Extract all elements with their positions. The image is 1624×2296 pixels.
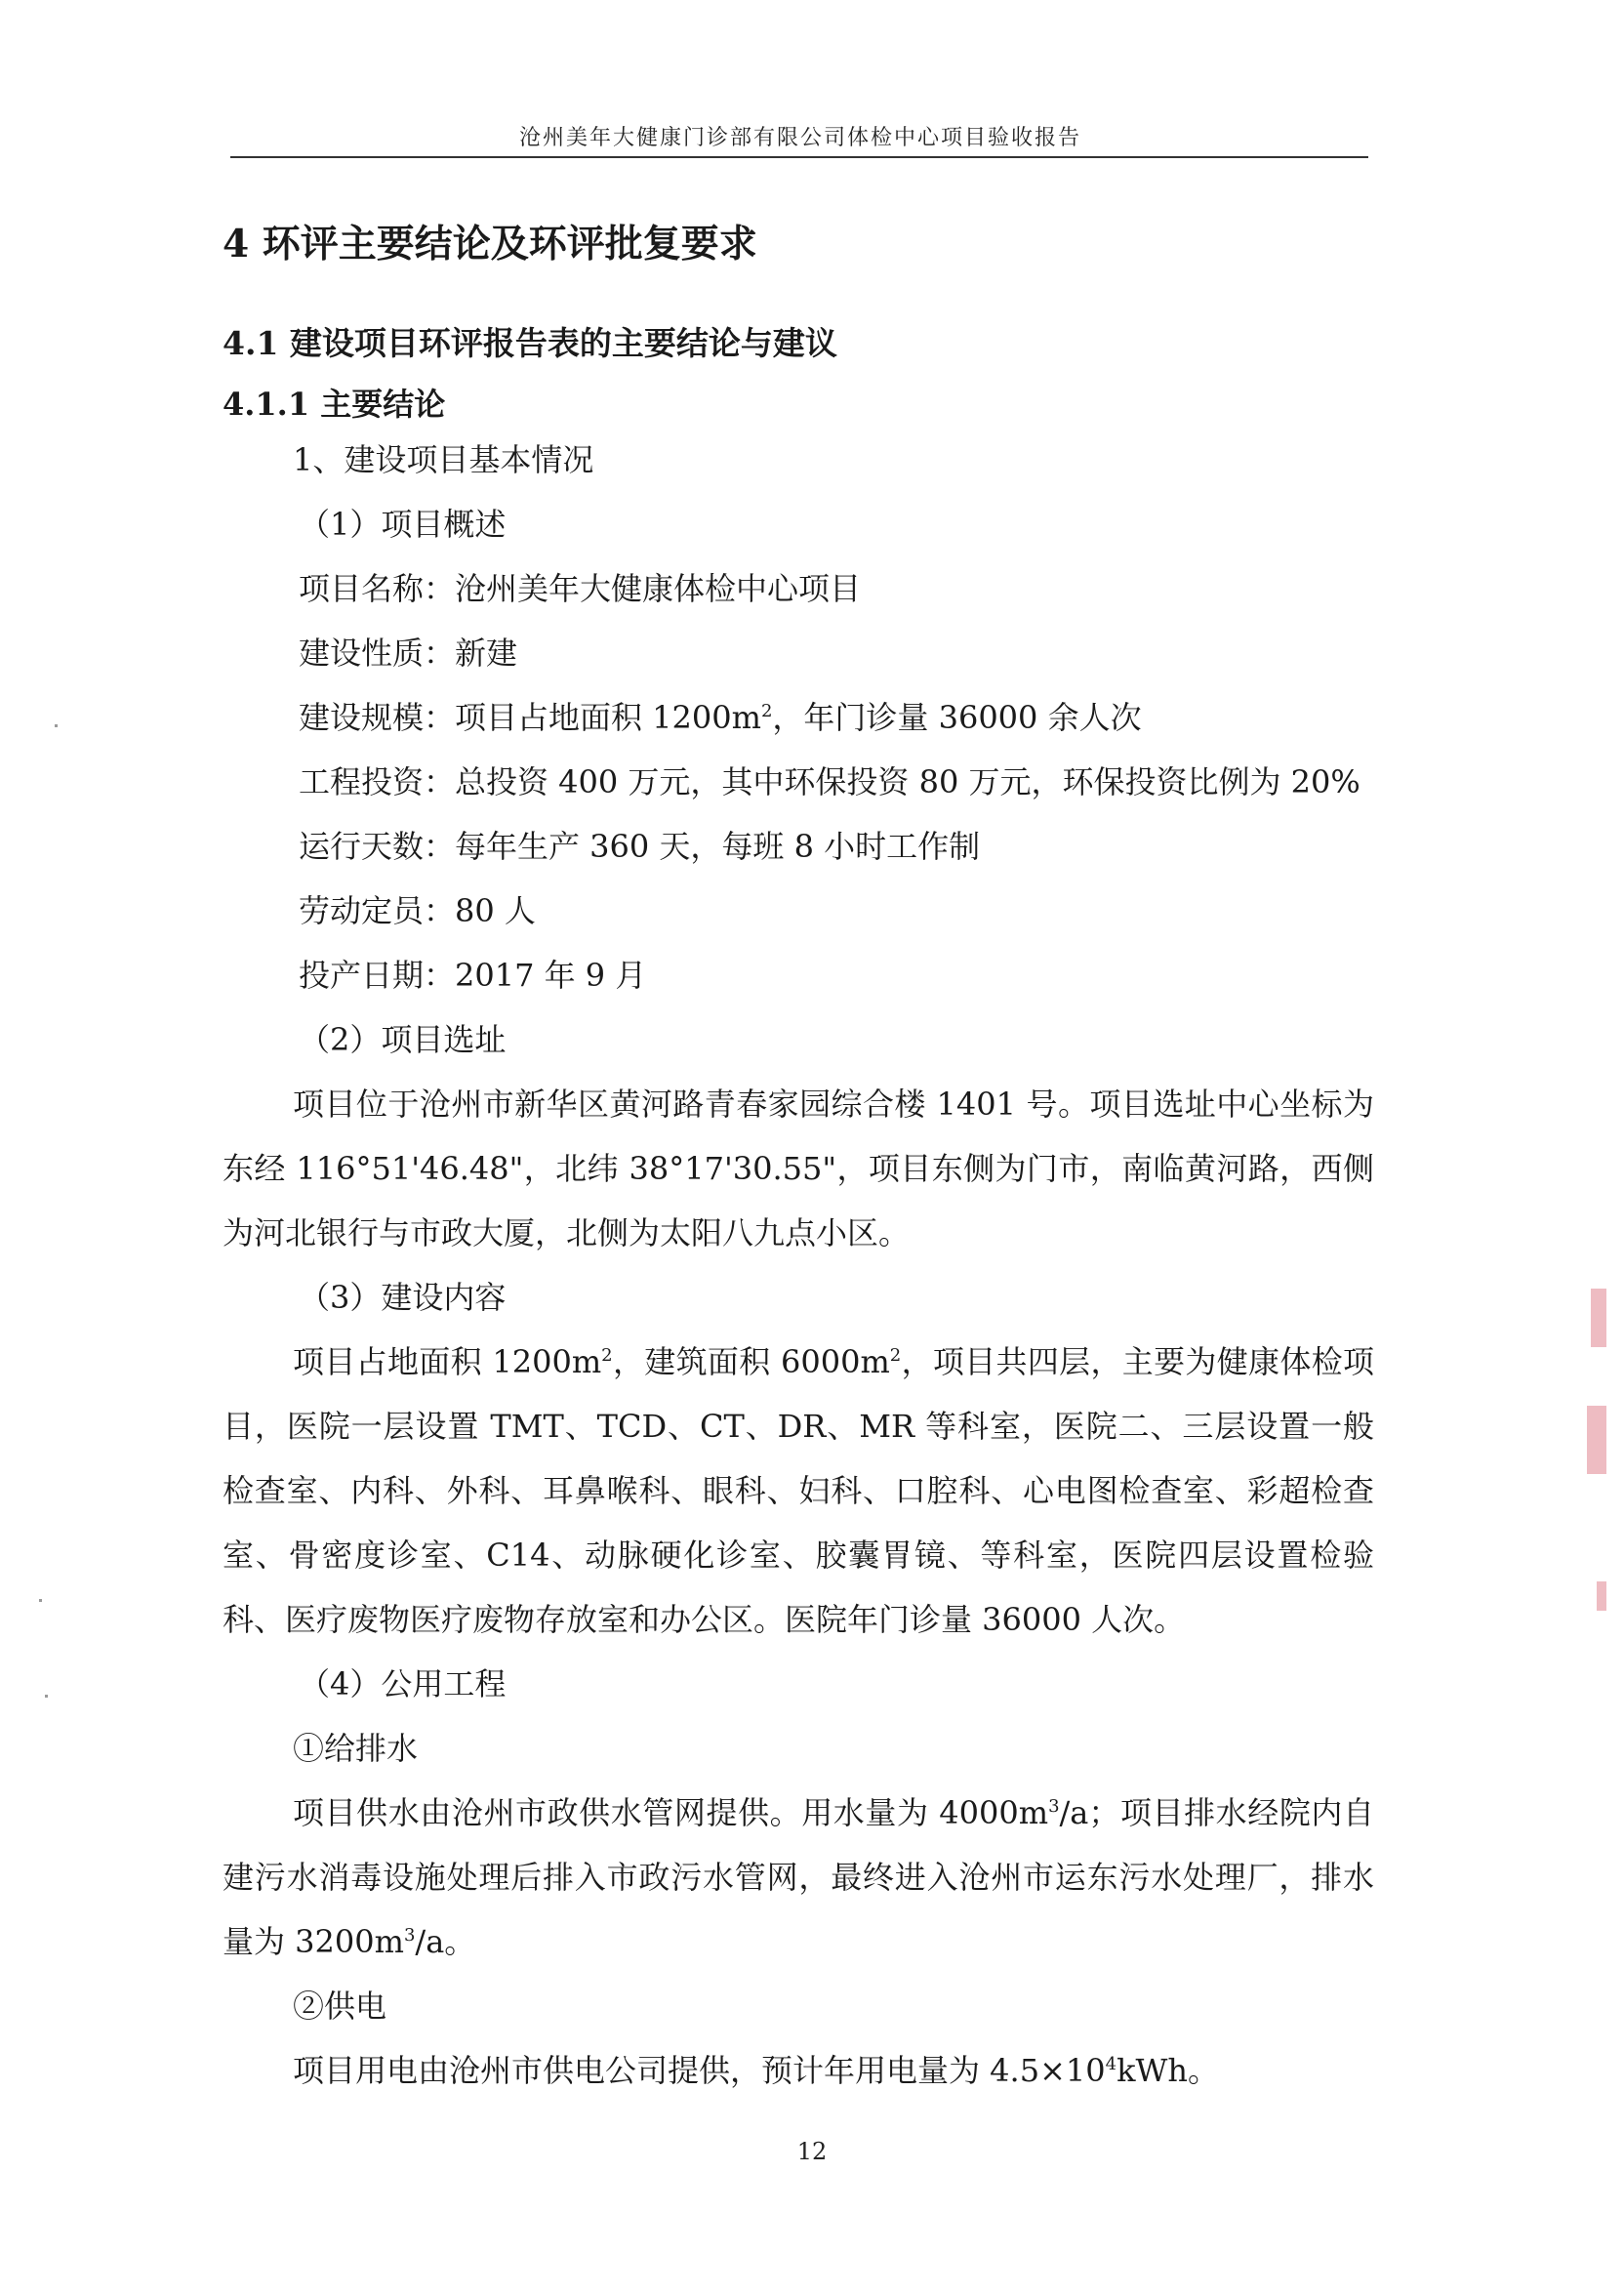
power-text-a: 项目用电由沧州市供电公司提供，预计年用电量为 4.5×10 xyxy=(293,2052,1106,2089)
operation-days-row: 运行天数：每年生产 360 天，每班 8 小时工作制 xyxy=(299,828,981,865)
utilities-heading: （4）公用工程 xyxy=(299,1665,507,1702)
content-heading: （3）建设内容 xyxy=(299,1279,507,1316)
staff-row: 劳动定员：80 人 xyxy=(299,892,536,929)
section-title: 4.1 建设项目环评报告表的主要结论与建议 xyxy=(223,324,837,362)
superscript: 2 xyxy=(889,1345,902,1366)
water-heading: ①给排水 xyxy=(293,1730,419,1767)
water-text-a: 项目供水由沧州市政供水管网提供。用水量为 4000m xyxy=(293,1794,1049,1831)
content-text-a: 项目占地面积 1200m xyxy=(293,1343,602,1380)
water-paragraph xyxy=(223,1781,1374,1974)
header-rule xyxy=(230,156,1368,158)
project-name-row: 项目名称：沧州美年大健康体检中心项目 xyxy=(299,570,862,607)
scale-suffix: ，年门诊量 36000 余人次 xyxy=(772,699,1142,736)
water-text-c: /a。 xyxy=(415,1923,476,1960)
content-text-b: ，建筑面积 6000m xyxy=(612,1343,890,1380)
red-stamp-edge xyxy=(1573,1289,1612,1620)
superscript: 2 xyxy=(601,1345,613,1366)
site-heading: （2）项目选址 xyxy=(299,1021,507,1058)
scan-speck xyxy=(45,1695,48,1698)
investment-row: 工程投资：总投资 400 万元，其中环保投资 80 万元，环保投资比例为 20% xyxy=(299,763,1360,800)
power-heading: ②供电 xyxy=(293,1988,387,2025)
superscript: 2 xyxy=(760,701,773,721)
chapter-title: 4 环评主要结论及环评批复要求 xyxy=(223,222,757,266)
water-text-b: /a；项目排水经院内自建污水消毒设施处理后排入市政污水管网，最终进入沧州市运东污水处理厂，排水量为 3200m xyxy=(223,1794,1374,1960)
project-nature-row: 建设性质：新建 xyxy=(299,635,518,672)
power-paragraph xyxy=(223,2038,1374,2103)
superscript: 3 xyxy=(1048,1796,1060,1817)
site-paragraph: 项目位于沧州市新华区黄河路青春家园综合楼 1401 号。项目选址中心坐标为东经 116°51'46.48"，北纬 38°17'30.55"，项目东侧为门市，南临黄河路，西侧为河北银行与市政大厦，北侧为太阳八九点小区。 xyxy=(223,1086,1374,1251)
overview-heading: （1）项目概述 xyxy=(299,506,507,543)
superscript: 4 xyxy=(1105,2054,1117,2074)
scan-speck xyxy=(55,724,58,727)
power-text-b: kWh。 xyxy=(1116,2052,1219,2089)
scale-prefix: 建设规模：项目占地面积 1200m xyxy=(299,699,761,736)
item-basic-info: 1、建设项目基本情况 xyxy=(293,441,594,478)
scan-speck xyxy=(39,1599,42,1602)
subsection-title: 4.1.1 主要结论 xyxy=(223,386,446,423)
content-text-c: ，项目共四层，主要为健康体检项目，医院一层设置 TMT、TCD、CT、DR、MR 等科室，医院二、三层设置一般检查室、内科、外科、耳鼻喉科、眼科、妇科、口腔科、心电图检查室、彩超检查室、骨密度诊室、C14、动脉硬化诊室、胶囊胃镜、等科室，医院四层设置检验科、医疗废物医疗废物存放室和办公区。医院年门诊量 36000 人次。 xyxy=(223,1343,1374,1638)
content-paragraph xyxy=(223,1330,1374,1652)
project-scale-row xyxy=(223,685,1374,750)
superscript: 3 xyxy=(403,1925,416,1946)
page-body xyxy=(223,215,1374,2103)
start-date-row: 投产日期：2017 年 9 月 xyxy=(299,957,647,994)
page-header: 沧州美年大健康门诊部有限公司体检中心项目验收报告 xyxy=(518,126,1081,150)
page-number: 12 xyxy=(796,2138,828,2165)
